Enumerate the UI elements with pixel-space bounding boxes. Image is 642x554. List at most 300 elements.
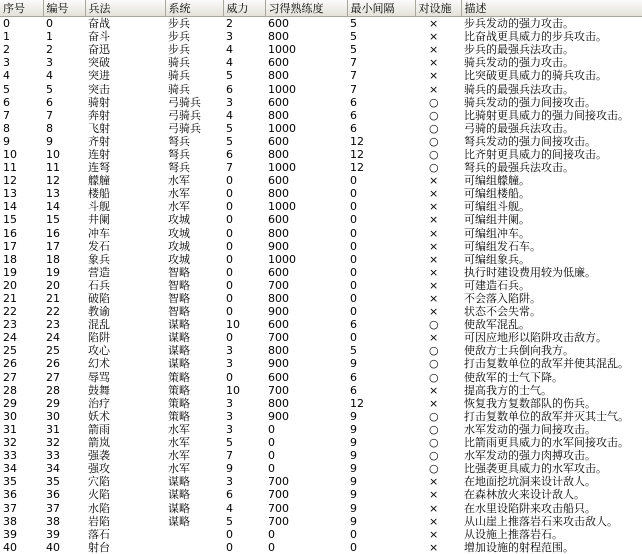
interval-cell: 9 — [350, 488, 357, 502]
proficiency-cell: 0 — [268, 527, 275, 541]
vs-facility-cell: ○ — [429, 344, 439, 358]
system-cell: 智略 — [168, 278, 190, 292]
interval-cell: 12 — [350, 396, 364, 410]
table-row[interactable] — [0, 292, 642, 305]
interval-cell: 0 — [350, 292, 357, 306]
proficiency-cell: 700 — [268, 475, 289, 489]
interval-cell: 9 — [350, 436, 357, 450]
description-cell: 打击复数单位的敌军并灭其士气。 — [464, 409, 629, 423]
table-row[interactable] — [0, 410, 642, 423]
skill-cell: 辱骂 — [88, 370, 110, 384]
skill-cell: 火陷 — [88, 488, 110, 502]
index-cell: 16 — [3, 226, 17, 240]
table-body — [0, 17, 642, 554]
vs-facility-cell: × — [429, 527, 439, 541]
power-cell: 0 — [226, 540, 233, 554]
power-cell: 10 — [226, 383, 240, 397]
system-cell: 弩兵 — [168, 161, 190, 175]
id-cell: 0 — [46, 17, 53, 31]
system-cell: 弩兵 — [168, 134, 190, 148]
system-cell: 弩兵 — [168, 147, 190, 161]
interval-cell: 6 — [350, 95, 357, 109]
interval-cell: 6 — [350, 318, 357, 332]
vs-facility-cell: × — [429, 265, 439, 279]
power-cell: 0 — [226, 331, 233, 345]
id-cell: 38 — [46, 514, 60, 528]
system-cell: 谋略 — [168, 514, 190, 528]
vs-facility-cell: ○ — [429, 147, 439, 161]
proficiency-cell: 0 — [268, 422, 275, 436]
skill-cell: 鼓舞 — [88, 383, 110, 397]
index-cell: 8 — [3, 121, 10, 135]
id-cell: 10 — [46, 147, 60, 161]
index-cell: 0 — [3, 17, 10, 31]
proficiency-cell: 800 — [268, 30, 289, 44]
interval-cell: 0 — [350, 226, 357, 240]
description-cell: 使敌方士兵倒向我方。 — [464, 344, 574, 358]
interval-cell: 9 — [350, 514, 357, 528]
table-row[interactable] — [0, 515, 642, 528]
description-cell: 比箭雨更具威力的水军间接攻击。 — [464, 436, 629, 450]
col-header-interval[interactable]: 最小间隔 — [347, 0, 415, 17]
interval-cell: 6 — [350, 370, 357, 384]
system-cell: 攻城 — [168, 252, 190, 266]
proficiency-cell: 700 — [268, 383, 289, 397]
power-cell: 6 — [226, 488, 233, 502]
table-row[interactable] — [0, 488, 642, 501]
vs-facility-cell: × — [429, 252, 439, 266]
system-cell: 骑兵 — [168, 82, 190, 96]
vs-facility-cell: × — [429, 200, 439, 214]
skill-cell: 营造 — [88, 265, 110, 279]
skill-cell: 陷阱 — [88, 331, 110, 345]
index-cell: 19 — [3, 265, 17, 279]
skill-cell: 突进 — [88, 69, 110, 83]
power-cell: 10 — [226, 318, 240, 332]
skill-cell: 象兵 — [88, 252, 110, 266]
description-cell: 比齐射更具威力的间接攻击。 — [464, 147, 607, 161]
description-cell: 可建造石兵。 — [464, 278, 530, 292]
power-cell: 0 — [226, 239, 233, 253]
table-row[interactable] — [0, 318, 642, 331]
description-cell: 执行时建设费用较为低廉。 — [464, 265, 596, 279]
interval-cell: 5 — [350, 344, 357, 358]
table-row[interactable] — [0, 69, 642, 82]
table-row[interactable] — [0, 331, 642, 344]
vs-facility-cell: × — [429, 174, 439, 188]
description-cell: 在水里设陷阱来攻击船只。 — [464, 501, 596, 515]
description-cell: 弩兵发动的强力间接攻击。 — [464, 134, 596, 148]
system-cell — [165, 528, 223, 541]
system-cell: 骑兵 — [168, 69, 190, 83]
proficiency-cell: 600 — [268, 56, 289, 70]
id-cell: 8 — [46, 121, 53, 135]
system-cell: 攻城 — [168, 213, 190, 227]
interval-cell: 9 — [350, 357, 357, 371]
interval-cell: 0 — [350, 527, 357, 541]
vs-facility-cell: × — [429, 17, 439, 31]
table-row[interactable] — [0, 475, 642, 488]
vs-facility-cell: × — [429, 305, 439, 319]
system-cell: 步兵 — [168, 17, 190, 31]
id-cell: 3 — [46, 56, 53, 70]
description-cell: 可编组斗舰。 — [464, 200, 530, 214]
skill-cell: 奋战 — [88, 17, 110, 31]
table-row[interactable] — [0, 227, 642, 240]
id-cell: 9 — [46, 134, 53, 148]
id-cell: 4 — [46, 69, 53, 83]
index-cell: 23 — [3, 318, 17, 332]
table-row[interactable] — [0, 541, 642, 554]
system-cell: 智略 — [168, 265, 190, 279]
interval-cell: 6 — [350, 121, 357, 135]
index-cell: 31 — [3, 422, 17, 436]
proficiency-cell: 600 — [268, 370, 289, 384]
proficiency-cell: 600 — [268, 318, 289, 332]
col-header-index[interactable]: 序号 — [0, 0, 43, 17]
id-cell: 21 — [46, 292, 60, 306]
skill-cell: 射台 — [88, 540, 110, 554]
description-cell: 从山崖上推落岩石来攻击敌人。 — [464, 514, 618, 528]
system-cell: 谋略 — [168, 357, 190, 371]
table-row[interactable] — [0, 384, 642, 397]
interval-cell: 7 — [350, 69, 357, 83]
index-cell: 3 — [3, 56, 10, 70]
id-cell: 12 — [46, 174, 60, 188]
table-row[interactable] — [0, 240, 642, 253]
id-cell: 28 — [46, 383, 60, 397]
proficiency-cell: 0 — [268, 462, 275, 476]
table-row[interactable] — [0, 43, 642, 56]
description-cell: 从设施上推落岩石。 — [464, 527, 563, 541]
power-cell: 0 — [226, 278, 233, 292]
interval-cell: 0 — [350, 265, 357, 279]
table-row[interactable] — [0, 82, 642, 95]
index-cell: 17 — [3, 239, 17, 253]
id-cell: 19 — [46, 265, 60, 279]
header-row — [0, 0, 642, 17]
interval-cell: 5 — [350, 43, 357, 57]
col-header-power[interactable]: 威力 — [223, 0, 265, 17]
power-cell: 3 — [226, 357, 233, 371]
power-cell: 0 — [226, 187, 233, 201]
vs-facility-cell: × — [429, 475, 439, 489]
description-cell: 比骑射更具威力的强力间接攻击。 — [464, 108, 629, 122]
skill-cell: 斗舰 — [88, 200, 110, 214]
id-cell: 17 — [46, 239, 60, 253]
power-cell: 3 — [226, 95, 233, 109]
power-cell: 0 — [226, 527, 233, 541]
interval-cell: 9 — [350, 475, 357, 489]
table-row[interactable] — [0, 357, 642, 370]
interval-cell: 12 — [350, 161, 364, 175]
col-header-description[interactable]: 描述 — [461, 0, 642, 17]
skill-cell: 混乱 — [88, 318, 110, 332]
table-row[interactable] — [0, 528, 642, 541]
vs-facility-cell: × — [429, 278, 439, 292]
index-cell: 39 — [3, 527, 17, 541]
index-cell: 5 — [3, 82, 10, 96]
system-cell: 策略 — [168, 383, 190, 397]
proficiency-cell: 1000 — [268, 82, 296, 96]
power-cell: 0 — [226, 174, 233, 188]
id-cell: 37 — [46, 501, 60, 515]
proficiency-cell: 900 — [268, 357, 289, 371]
power-cell: 0 — [226, 305, 233, 319]
skill-cell: 突击 — [88, 82, 110, 96]
vs-facility-cell: ○ — [429, 370, 439, 384]
table-row[interactable] — [0, 266, 642, 279]
power-cell: 4 — [226, 108, 233, 122]
id-cell: 27 — [46, 370, 60, 384]
vs-facility-cell: × — [429, 383, 439, 397]
system-cell: 水军 — [168, 422, 190, 436]
col-header-skill[interactable]: 兵法 — [85, 0, 165, 17]
table-row[interactable] — [0, 279, 642, 292]
table-row[interactable] — [0, 161, 642, 174]
proficiency-cell: 800 — [268, 108, 289, 122]
skill-cell: 艨艟 — [88, 174, 110, 188]
index-cell: 11 — [3, 161, 17, 175]
skill-cell: 强袭 — [88, 449, 110, 463]
power-cell: 5 — [226, 121, 233, 135]
interval-cell: 7 — [350, 82, 357, 96]
table-row[interactable] — [0, 253, 642, 266]
power-cell: 3 — [226, 30, 233, 44]
vs-facility-cell: × — [429, 56, 439, 70]
system-cell: 智略 — [168, 292, 190, 306]
skill-cell: 连弩 — [88, 161, 110, 175]
power-cell: 0 — [226, 226, 233, 240]
system-cell: 水军 — [168, 200, 190, 214]
description-cell: 骑兵发动的强力攻击。 — [464, 56, 574, 70]
table-row[interactable] — [0, 501, 642, 514]
id-cell: 29 — [46, 396, 60, 410]
id-cell: 22 — [46, 305, 60, 319]
skill-cell: 破陷 — [88, 292, 110, 306]
id-cell: 33 — [46, 449, 60, 463]
system-cell: 策略 — [168, 396, 190, 410]
proficiency-cell: 800 — [268, 226, 289, 240]
system-cell: 策略 — [168, 370, 190, 384]
col-header-vs-facility[interactable]: 对设施 — [415, 0, 461, 17]
proficiency-cell: 1000 — [268, 252, 296, 266]
interval-cell: 5 — [350, 17, 357, 31]
system-cell: 谋略 — [168, 488, 190, 502]
index-cell: 35 — [3, 475, 17, 489]
table-row[interactable] — [0, 148, 642, 161]
skill-cell: 齐射 — [88, 134, 110, 148]
table-row[interactable] — [0, 135, 642, 148]
system-cell: 谋略 — [168, 344, 190, 358]
id-cell: 5 — [46, 82, 53, 96]
skill-cell: 飞射 — [88, 121, 110, 135]
system-cell: 谋略 — [168, 318, 190, 332]
vs-facility-cell: ○ — [429, 357, 439, 371]
id-cell: 1 — [46, 30, 53, 44]
index-cell: 6 — [3, 95, 10, 109]
id-cell: 26 — [46, 357, 60, 371]
vs-facility-cell: × — [429, 501, 439, 515]
proficiency-cell: 1000 — [268, 161, 296, 175]
skill-cell: 石兵 — [88, 278, 110, 292]
col-header-id[interactable]: 编号 — [43, 0, 85, 17]
proficiency-cell: 600 — [268, 134, 289, 148]
interval-cell: 9 — [350, 462, 357, 476]
interval-cell: 5 — [350, 30, 357, 44]
skill-cell: 骑射 — [88, 95, 110, 109]
interval-cell: 6 — [350, 383, 357, 397]
interval-cell: 7 — [350, 56, 357, 70]
skill-cell: 连射 — [88, 147, 110, 161]
table-row[interactable] — [0, 449, 642, 462]
proficiency-cell: 700 — [268, 514, 289, 528]
power-cell: 5 — [226, 436, 233, 450]
vs-facility-cell: ○ — [429, 134, 439, 148]
system-cell: 智略 — [168, 305, 190, 319]
skill-cell: 奋斗 — [88, 30, 110, 44]
system-cell: 攻城 — [168, 239, 190, 253]
skill-cell: 岩陷 — [88, 514, 110, 528]
system-cell: 策略 — [168, 409, 190, 423]
interval-cell: 12 — [350, 147, 364, 161]
index-cell: 22 — [3, 305, 17, 319]
index-cell: 18 — [3, 252, 17, 266]
vs-facility-cell: ○ — [429, 409, 439, 423]
table-row[interactable] — [0, 109, 642, 122]
index-cell: 21 — [3, 292, 17, 306]
id-cell: 34 — [46, 462, 60, 476]
table-row[interactable] — [0, 344, 642, 357]
id-cell: 25 — [46, 344, 60, 358]
power-cell: 0 — [226, 252, 233, 266]
interval-cell: 0 — [350, 540, 357, 554]
id-cell: 14 — [46, 200, 60, 214]
skill-cell: 发石 — [88, 239, 110, 253]
id-cell: 16 — [46, 226, 60, 240]
id-cell: 35 — [46, 475, 60, 489]
index-cell: 14 — [3, 200, 17, 214]
description-cell: 弩兵的最强兵法攻击。 — [464, 161, 574, 175]
skill-cell: 攻心 — [88, 344, 110, 358]
table-row[interactable] — [0, 200, 642, 213]
vs-facility-cell: × — [429, 239, 439, 253]
description-cell: 可编组艨艟。 — [464, 174, 530, 188]
id-cell: 6 — [46, 95, 53, 109]
index-cell: 1 — [3, 30, 10, 44]
col-header-proficiency[interactable]: 习得熟练度 — [265, 0, 347, 17]
id-cell: 39 — [46, 527, 60, 541]
skill-cell: 落石 — [88, 527, 110, 541]
proficiency-cell: 600 — [268, 174, 289, 188]
table-row[interactable] — [0, 397, 642, 410]
description-cell: 可编组楼船。 — [464, 187, 530, 201]
col-header-system[interactable]: 系统 — [165, 0, 223, 17]
system-cell: 谋略 — [168, 475, 190, 489]
description-cell: 步兵发动的强力攻击。 — [464, 17, 574, 31]
id-cell: 40 — [46, 540, 60, 554]
system-cell — [165, 541, 223, 554]
system-cell: 弓骑兵 — [168, 108, 201, 122]
id-cell: 7 — [46, 108, 53, 122]
system-cell: 弓骑兵 — [168, 121, 201, 135]
power-cell: 4 — [226, 501, 233, 515]
skill-cell: 奋迅 — [88, 43, 110, 57]
id-cell: 20 — [46, 278, 60, 292]
interval-cell: 0 — [350, 213, 357, 227]
id-cell: 24 — [46, 331, 60, 345]
description-cell: 增加设施的射程范围。 — [464, 540, 574, 554]
table-row[interactable] — [0, 17, 642, 31]
table-row[interactable] — [0, 436, 642, 449]
table-row[interactable] — [0, 122, 642, 135]
table-row[interactable] — [0, 30, 642, 43]
index-cell: 13 — [3, 187, 17, 201]
description-cell: 比奋战更具威力的步兵攻击。 — [464, 30, 607, 44]
proficiency-cell: 800 — [268, 344, 289, 358]
proficiency-cell: 0 — [268, 449, 275, 463]
index-cell: 24 — [3, 331, 17, 345]
power-cell: 3 — [226, 344, 233, 358]
skill-cell: 突破 — [88, 56, 110, 70]
table-row[interactable] — [0, 462, 642, 475]
skill-cell: 水陷 — [88, 501, 110, 515]
skill-cell: 楼船 — [88, 187, 110, 201]
skill-cell: 穴陷 — [88, 475, 110, 489]
table-row[interactable] — [0, 423, 642, 436]
table-row[interactable] — [0, 96, 642, 109]
description-cell: 在地面挖坑洞来设计敌人。 — [464, 475, 596, 489]
id-cell: 30 — [46, 409, 60, 423]
table-row[interactable] — [0, 213, 642, 226]
description-cell: 比突破更具威力的骑兵攻击。 — [464, 69, 607, 83]
description-cell: 弓骑的最强兵法攻击。 — [464, 121, 574, 135]
vs-facility-cell: × — [429, 213, 439, 227]
interval-cell: 0 — [350, 187, 357, 201]
proficiency-cell: 800 — [268, 147, 289, 161]
power-cell: 3 — [226, 475, 233, 489]
table-row[interactable] — [0, 187, 642, 200]
table-row[interactable] — [0, 305, 642, 318]
description-cell: 提高我方的士气。 — [464, 383, 552, 397]
proficiency-cell: 900 — [268, 409, 289, 423]
vs-facility-cell: × — [429, 226, 439, 240]
index-cell: 26 — [3, 357, 17, 371]
table-row[interactable] — [0, 371, 642, 384]
proficiency-cell: 900 — [268, 305, 289, 319]
description-cell: 可编组象兵。 — [464, 252, 530, 266]
index-cell: 12 — [3, 174, 17, 188]
vs-facility-cell: ○ — [429, 449, 439, 463]
system-cell: 弓骑兵 — [168, 95, 201, 109]
table-row[interactable] — [0, 174, 642, 187]
proficiency-cell: 600 — [268, 95, 289, 109]
description-cell: 可编组发石车。 — [464, 239, 541, 253]
description-cell: 使敌军的士气下降。 — [464, 370, 563, 384]
vs-facility-cell: × — [429, 331, 439, 345]
interval-cell: 9 — [350, 501, 357, 515]
table-row[interactable] — [0, 56, 642, 69]
vs-facility-cell: ○ — [429, 422, 439, 436]
vs-facility-cell: ○ — [429, 318, 439, 332]
interval-cell: 0 — [350, 200, 357, 214]
system-cell: 水军 — [168, 187, 190, 201]
proficiency-cell: 0 — [268, 436, 275, 450]
vs-facility-cell: ○ — [429, 462, 439, 476]
proficiency-cell: 600 — [268, 213, 289, 227]
proficiency-cell: 1000 — [268, 43, 296, 57]
proficiency-cell: 700 — [268, 488, 289, 502]
